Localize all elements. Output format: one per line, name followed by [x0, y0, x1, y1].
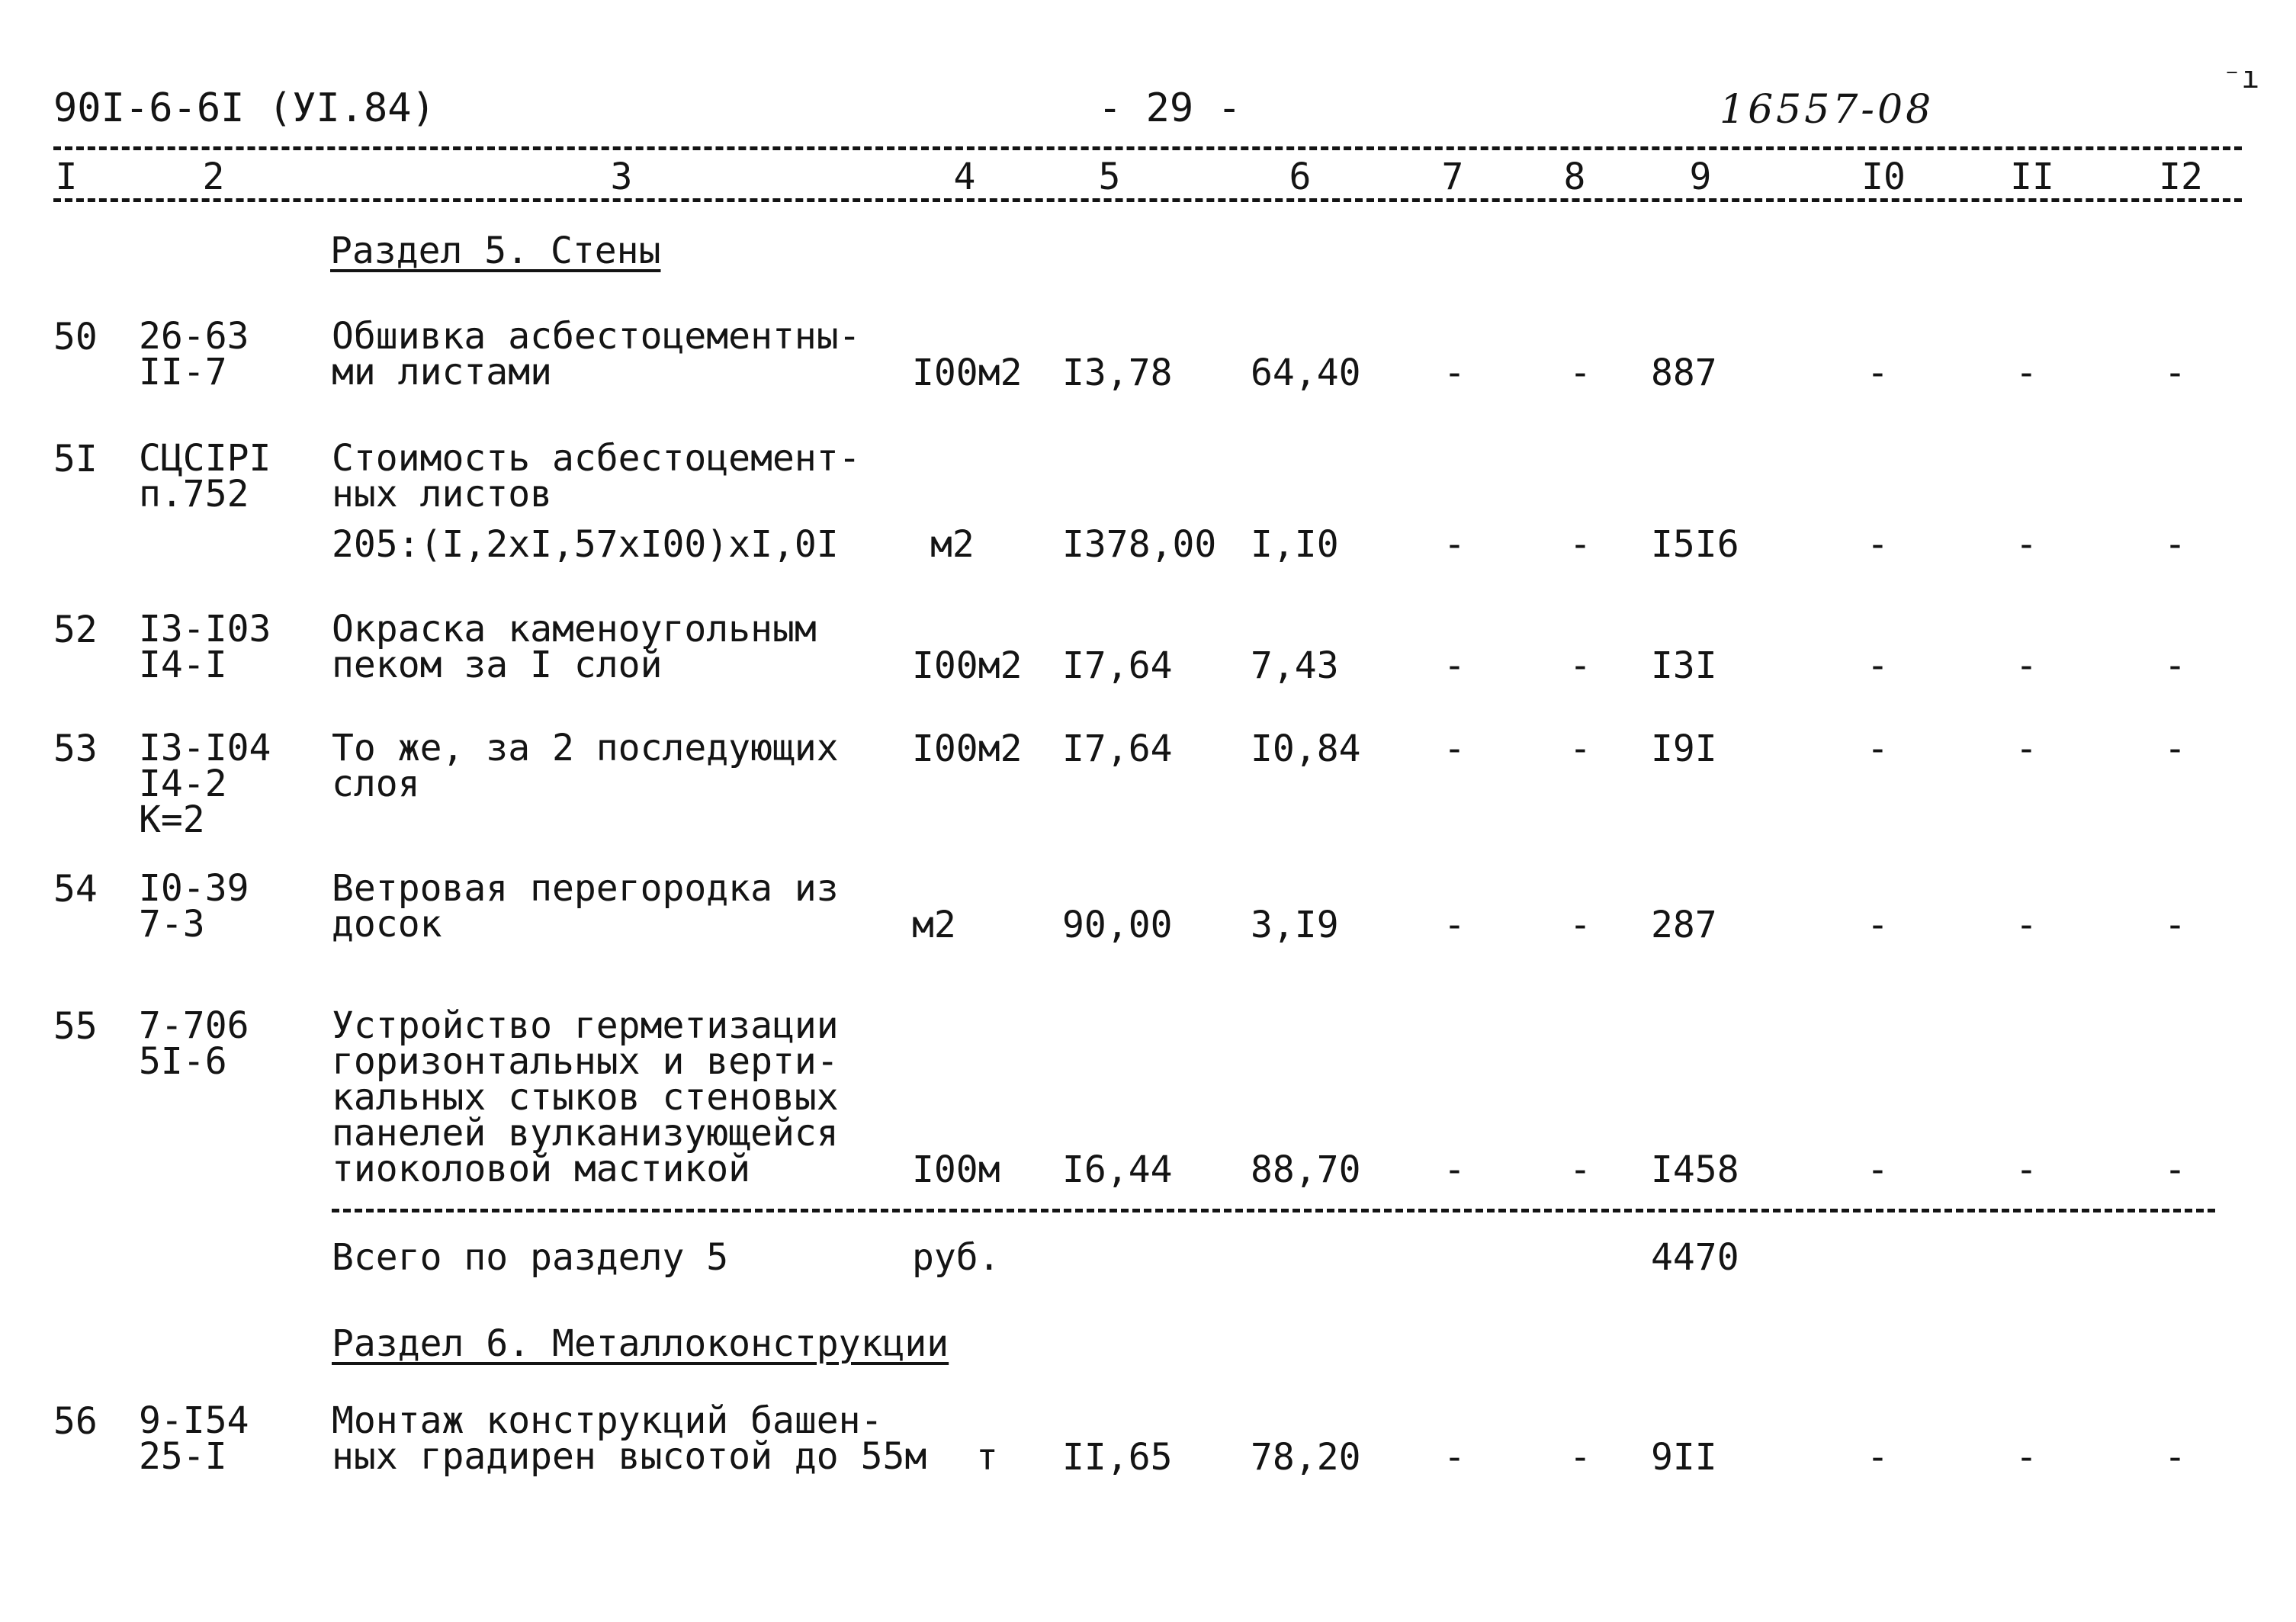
column-header: I: [55, 156, 78, 198]
price-formula: 205:(I,2хI,57хI00)хI,0I: [332, 523, 839, 566]
quantity: 90,00: [1062, 904, 1173, 946]
col7-value: -: [1443, 1436, 1466, 1479]
row-number: 53: [53, 727, 98, 770]
column-header: 7: [1441, 156, 1464, 198]
unit-price: 3,I9: [1251, 904, 1339, 946]
unit-price: I,I0: [1251, 523, 1339, 566]
unit: м2: [930, 523, 975, 566]
column-header: 6: [1289, 156, 1312, 198]
col12-value: -: [2164, 727, 2186, 770]
col10-value: -: [1867, 727, 1889, 770]
inventory-number: 16557-08: [1720, 87, 1935, 133]
row-number: 55: [53, 1005, 98, 1048]
rate-code: 7-706 5I-6: [139, 1004, 249, 1083]
work-description: Обшивка асбестоцементны- ми листами: [332, 315, 861, 393]
col11-value: -: [2015, 904, 2037, 946]
column-header: 3: [610, 156, 633, 198]
col12-value: -: [2164, 1148, 2186, 1191]
col10-value: -: [1867, 1436, 1889, 1479]
column-header: 9: [1689, 156, 1712, 198]
header-rule-bottom: [53, 198, 2242, 202]
col11-value: -: [2015, 727, 2037, 770]
col7-value: -: [1443, 727, 1466, 770]
page-number: - 29 -: [1098, 85, 1241, 131]
col7-value: -: [1443, 523, 1466, 566]
quantity: I3,78: [1062, 352, 1173, 394]
rate-code: 9-I54 25-I: [139, 1399, 249, 1478]
total-cost: 9II: [1651, 1436, 1717, 1479]
quantity: I378,00: [1062, 523, 1217, 566]
col12-value: -: [2164, 904, 2186, 946]
col8-value: -: [1569, 644, 1591, 687]
row-number: 5I: [53, 438, 98, 480]
col10-value: -: [1867, 904, 1889, 946]
col11-value: -: [2015, 352, 2037, 394]
unit-price: 7,43: [1251, 644, 1339, 687]
work-description: Стоимость асбестоцемент- ных листов: [332, 437, 861, 516]
section-title: Раздел 6. Металлоконструкции: [332, 1322, 949, 1365]
unit-price: 78,20: [1251, 1436, 1361, 1479]
unit-price: 88,70: [1251, 1148, 1361, 1191]
column-header: I0: [1861, 156, 1906, 198]
col11-value: -: [2015, 523, 2037, 566]
rate-code: СЦСIРI п.752: [139, 437, 271, 516]
column-header: II: [2010, 156, 2054, 198]
quantity: I7,64: [1062, 727, 1173, 770]
quantity: II,65: [1062, 1436, 1173, 1479]
col8-value: -: [1569, 904, 1591, 946]
unit: м2: [912, 904, 956, 946]
unit: I00м2: [912, 644, 1023, 687]
quantity: I6,44: [1062, 1148, 1173, 1191]
corner-mark: ⁻ı: [2223, 60, 2260, 95]
col8-value: -: [1569, 727, 1591, 770]
column-header: 2: [202, 156, 225, 198]
col8-value: -: [1569, 1436, 1591, 1479]
header-rule-top: [53, 146, 2242, 150]
total-cost: I9I: [1651, 727, 1717, 770]
col10-value: -: [1867, 523, 1889, 566]
unit: I00м: [912, 1148, 1000, 1191]
total-cost: 887: [1651, 352, 1717, 394]
total-cost: I458: [1651, 1148, 1739, 1191]
unit-price: I0,84: [1251, 727, 1361, 770]
col12-value: -: [2164, 644, 2186, 687]
col8-value: -: [1569, 352, 1591, 394]
column-header: 4: [953, 156, 976, 198]
col7-value: -: [1443, 644, 1466, 687]
total-cost: I5I6: [1651, 523, 1739, 566]
section-title: Раздел 5. Стены: [330, 230, 661, 272]
unit: I00м2: [912, 352, 1023, 394]
col10-value: -: [1867, 644, 1889, 687]
col8-value: -: [1569, 523, 1591, 566]
document-code: 90I-6-6I (УI.84): [53, 85, 435, 131]
col8-value: -: [1569, 1148, 1591, 1191]
col10-value: -: [1867, 352, 1889, 394]
col10-value: -: [1867, 1148, 1889, 1191]
work-description: Монтаж конструкций башен- ных градирен высотой до 55м: [332, 1399, 927, 1478]
unit-price: 64,40: [1251, 352, 1361, 394]
row-number: 52: [53, 609, 98, 651]
row-number: 56: [53, 1400, 98, 1443]
quantity: I7,64: [1062, 644, 1173, 687]
col12-value: -: [2164, 352, 2186, 394]
col11-value: -: [2015, 1436, 2037, 1479]
col7-value: -: [1443, 904, 1466, 946]
col11-value: -: [2015, 644, 2037, 687]
unit: I00м2: [912, 727, 1023, 770]
row-number: 50: [53, 316, 98, 358]
row-number: 54: [53, 868, 98, 911]
work-description: Устройство герметизации горизонтальных и верти- кальных стыков стеновых панелей вулканизующейся тиоколовой мастикой: [332, 1004, 839, 1190]
work-description: Окраска каменоугольным пеком за I слой: [332, 608, 817, 686]
rate-code: I0-39 7-3: [139, 867, 249, 946]
total-cost: 287: [1651, 904, 1717, 946]
total-cost: I3I: [1651, 644, 1717, 687]
col12-value: -: [2164, 1436, 2186, 1479]
col7-value: -: [1443, 352, 1466, 394]
column-header: 8: [1563, 156, 1586, 198]
column-header: I2: [2159, 156, 2203, 198]
col11-value: -: [2015, 1148, 2037, 1191]
rate-code: I3-I04 I4-2 К=2: [139, 727, 271, 841]
work-description: То же, за 2 последующих слоя: [332, 727, 839, 805]
unit: т: [976, 1436, 998, 1479]
section-total-unit: руб.: [912, 1236, 1000, 1279]
col7-value: -: [1443, 1148, 1466, 1191]
column-header: 5: [1098, 156, 1121, 198]
section-total-label: Всего по разделу 5: [332, 1236, 729, 1279]
section-total-rule: [332, 1209, 2215, 1212]
col12-value: -: [2164, 523, 2186, 566]
section-total-value: 4470: [1651, 1236, 1739, 1279]
rate-code: 26-63 II-7: [139, 315, 249, 393]
rate-code: I3-I03 I4-I: [139, 608, 271, 686]
work-description: Ветровая перегородка из досок: [332, 867, 839, 946]
